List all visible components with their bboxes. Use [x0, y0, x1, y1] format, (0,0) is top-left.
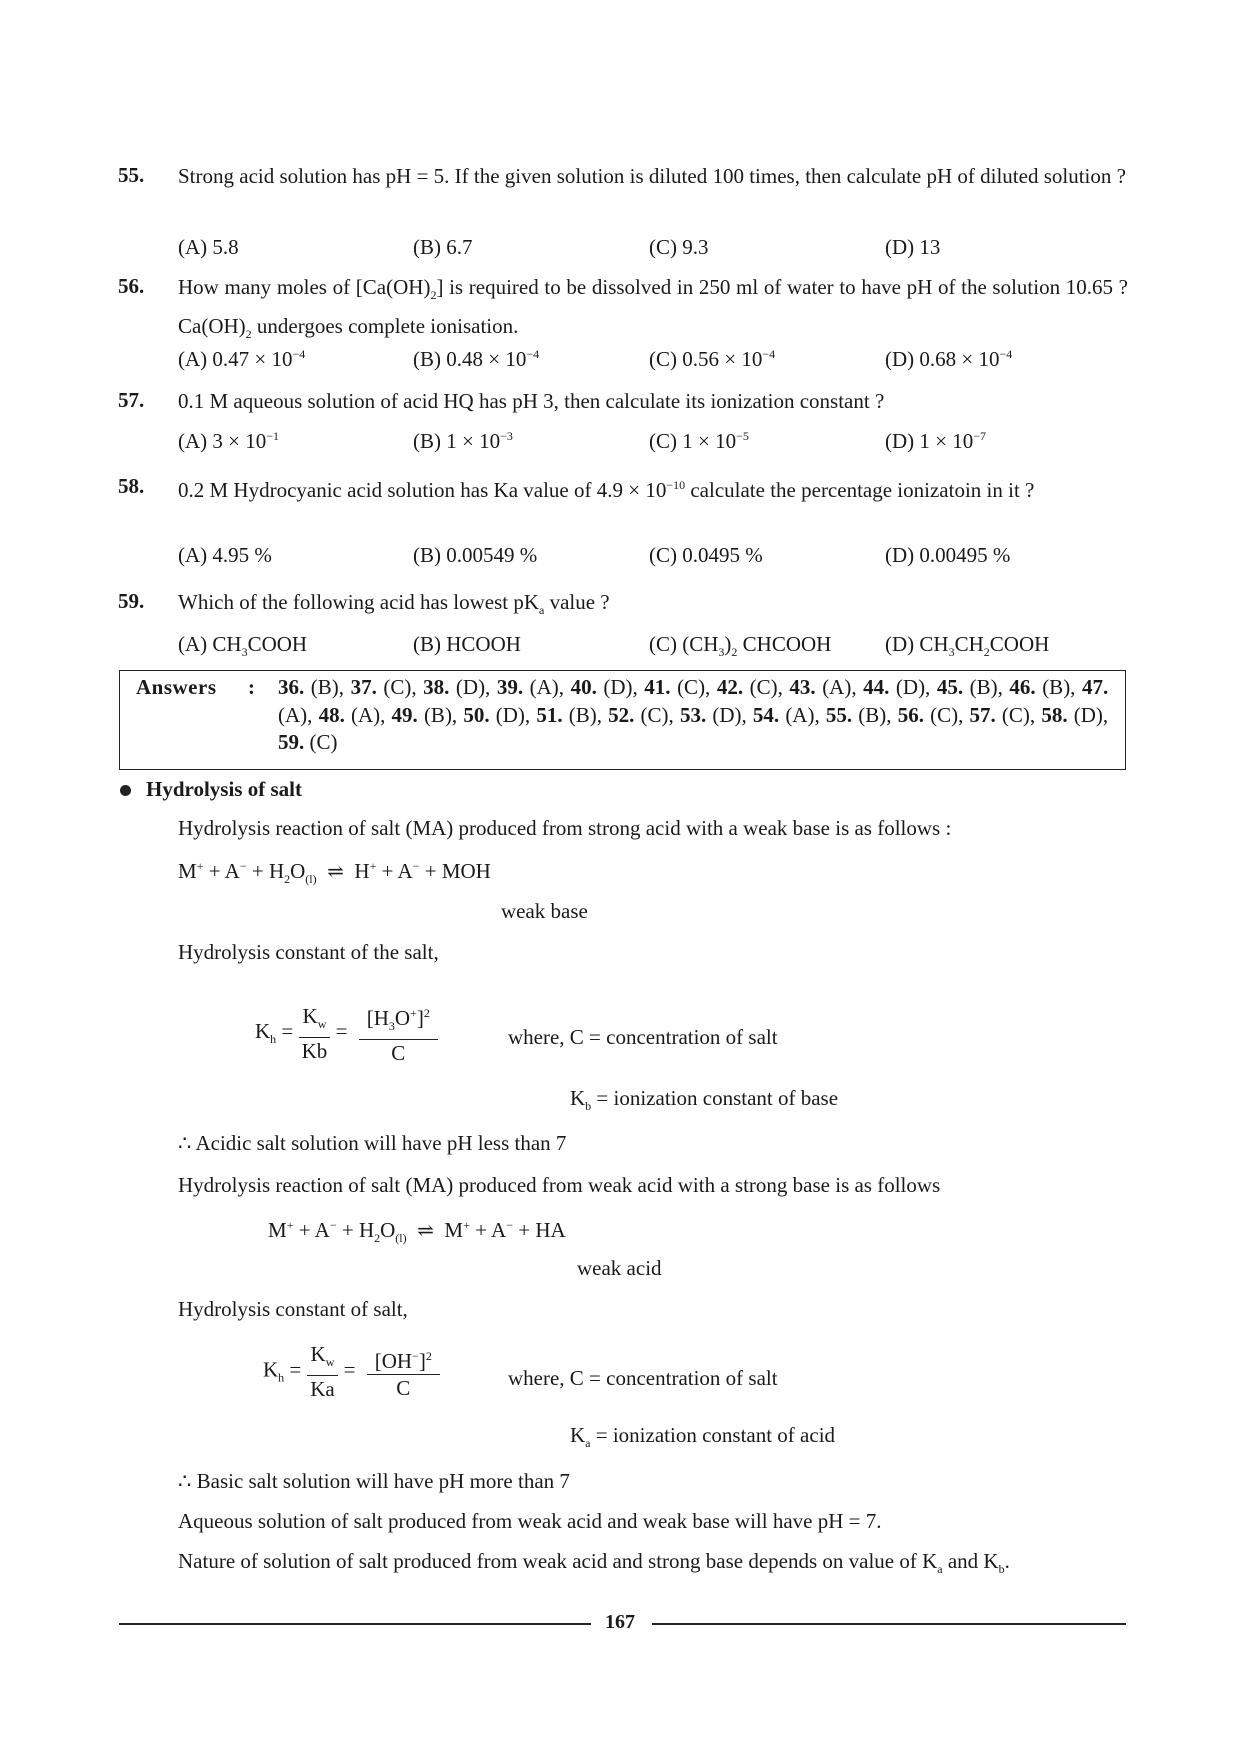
answer-item: 54. (A), [752, 702, 820, 727]
paragraph: Hydrolysis constant of the salt, [178, 940, 439, 964]
answer-item: 47. (A), [278, 675, 1109, 727]
option: (C) $1 \times 10^{-5}$ [649, 429, 749, 453]
label: weak acid [577, 1256, 662, 1280]
equilibrium-icon: ⇌ [327, 861, 344, 883]
option: (B) 0.00549 % [413, 543, 538, 567]
option: (B) 6.7 [413, 235, 473, 259]
answer-item: 37. (C), [350, 675, 417, 699]
equilibrium-icon: ⇌ [417, 1220, 434, 1242]
option: (D) 13 [885, 235, 941, 259]
answer-item: 36. (B), [278, 675, 345, 699]
option: (A) $3 \times 10^{-1}$ [178, 429, 280, 453]
question-number: 55. [118, 163, 145, 187]
answer-item: 43. (A), [789, 675, 857, 699]
answers-colon: : [248, 675, 255, 699]
definition: $K_a$ = ionization constant of acid [570, 1423, 836, 1450]
option: (C) 0.0495 % [649, 543, 763, 567]
paragraph: Hydrolysis reaction of salt (MA) produced from weak acid with a strong base is as follows [178, 1173, 941, 1197]
option: (B) $1 \times 10^{-3}$ [413, 429, 513, 453]
label: weak base [501, 899, 588, 923]
question-text: How many moles of $[Ca(OH)_2]$ is required to be dissolved in 250 ml of water to have pH of the solution 10.65 ? $Ca(OH)_2$ undergoes complete ionisation. [178, 275, 1128, 341]
paragraph: Nature of solution of salt produced from weak acid and strong base depends on value of $K_a$ and $K_b$. [178, 1549, 1010, 1576]
answers-box [119, 670, 1126, 770]
answer-item: 39. (A), [496, 675, 565, 699]
answer-item: 52. (C), [608, 702, 674, 727]
paragraph: Hydrolysis reaction of salt (MA) produced from strong acid with a weak base is as follows : [178, 816, 952, 840]
option: (C) 9.3 [649, 235, 709, 259]
option: (A) 4.95 % [178, 543, 272, 567]
paragraph: Aqueous solution of salt produced from weak acid and weak base will have pH = 7. [178, 1509, 882, 1533]
answer-item: 44. (D), [863, 675, 931, 699]
answers-list [278, 674, 1108, 757]
footer-rule-right [652, 1623, 1126, 1625]
option: (A) 5.8 [178, 235, 239, 259]
question-number: 59. [118, 589, 145, 613]
question-text: 0.2 M Hydrocyanic acid solution has Ka value of $4.9 \times 10^{-10}$ calculate the percentage ionizatoin in it ? [178, 478, 1035, 502]
answer-item: 42. (C), [716, 675, 783, 699]
option: (A) $0.47 \times 10^{-4}$ [178, 347, 306, 371]
answer-item: 56. (C), [897, 702, 964, 727]
answer-item: 58. (D), [1041, 702, 1109, 727]
section-heading: Hydrolysis of salt [146, 777, 302, 801]
answer-item: 41. (C), [644, 675, 711, 699]
question-text: Which of the following acid has lowest $pK_a$ value ? [178, 590, 610, 617]
answer-item: 40. (D), [570, 675, 638, 699]
page-number: 167 [605, 1611, 635, 1633]
question-number: 58. [118, 474, 145, 498]
option: (D) $0.68 \times 10^{-4}$ [885, 347, 1013, 371]
paragraph: ∴ Basic salt solution will have pH more than 7 [178, 1469, 570, 1493]
equation: $M^+ + A^- + H_2O_{(l)}$ ⇌ H+ + A− + MOH [178, 859, 491, 886]
option: (A) $CH_3COOH$ [178, 632, 308, 659]
answer-item: 38. (D), [423, 675, 491, 699]
paragraph: Hydrolysis constant of salt, [178, 1297, 408, 1321]
answer-item: 48. (A), [318, 702, 386, 727]
definition: $K_b$ = ionization constant of base [570, 1086, 839, 1113]
answer-item: 59. (C) [278, 730, 338, 754]
answers-label: Answers [136, 675, 217, 699]
answer-item: 45. (B), [936, 675, 1003, 699]
formula: $K_h$ = $\frac{K_w}{Kb}$ = $\frac{[H_3O^+]^2}{C}$ [255, 1000, 438, 1066]
answer-item: 46. (B), [1009, 675, 1076, 699]
equation: $M^+ + A^- + H_2O_{(l)}$ ⇌ M+ + A− + HA [268, 1218, 566, 1245]
answer-item: 49. (B), [391, 702, 458, 727]
option: (C) $(CH_3)_2$ CHCOOH [649, 632, 832, 659]
definition: where, C = concentration of salt [508, 1366, 778, 1390]
option: (D) 0.00495 % [885, 543, 1011, 567]
answer-item: 50. (D), [463, 702, 531, 727]
option: (D) $1 \times 10^{-7}$ [885, 429, 987, 453]
answer-item: 57. (C), [969, 702, 1036, 727]
formula: $K_h$ = $\frac{K_w}{Ka}$ = $\frac{[OH^-]^2}{C}$ [263, 1341, 440, 1402]
definition: where, C = concentration of salt [508, 1025, 778, 1049]
footer-rule-left [119, 1623, 591, 1625]
question-number: 56. [118, 274, 145, 298]
option: (B) HCOOH [413, 632, 521, 656]
question-text: 0.1 M aqueous solution of acid HQ has pH 3, then calculate its ionization constant ? [178, 389, 885, 413]
answer-item: 53. (D), [679, 702, 747, 727]
option: (C) $0.56 \times 10^{-4}$ [649, 347, 776, 371]
answer-item: 51. (B), [536, 702, 602, 727]
question-number: 57. [118, 388, 145, 412]
question-text: Strong acid solution has pH = 5. If the given solution is diluted 100 times, then calculate pH of diluted solution ? [178, 164, 1126, 188]
paragraph: ∴ Acidic salt solution will have pH less than 7 [178, 1131, 567, 1155]
answer-item: 55. (B), [825, 702, 892, 727]
bullet-icon [120, 785, 131, 796]
option: (D) $CH_3CH_2COOH$ [885, 632, 1050, 659]
option: (B) $0.48 \times 10^{-4}$ [413, 347, 540, 371]
